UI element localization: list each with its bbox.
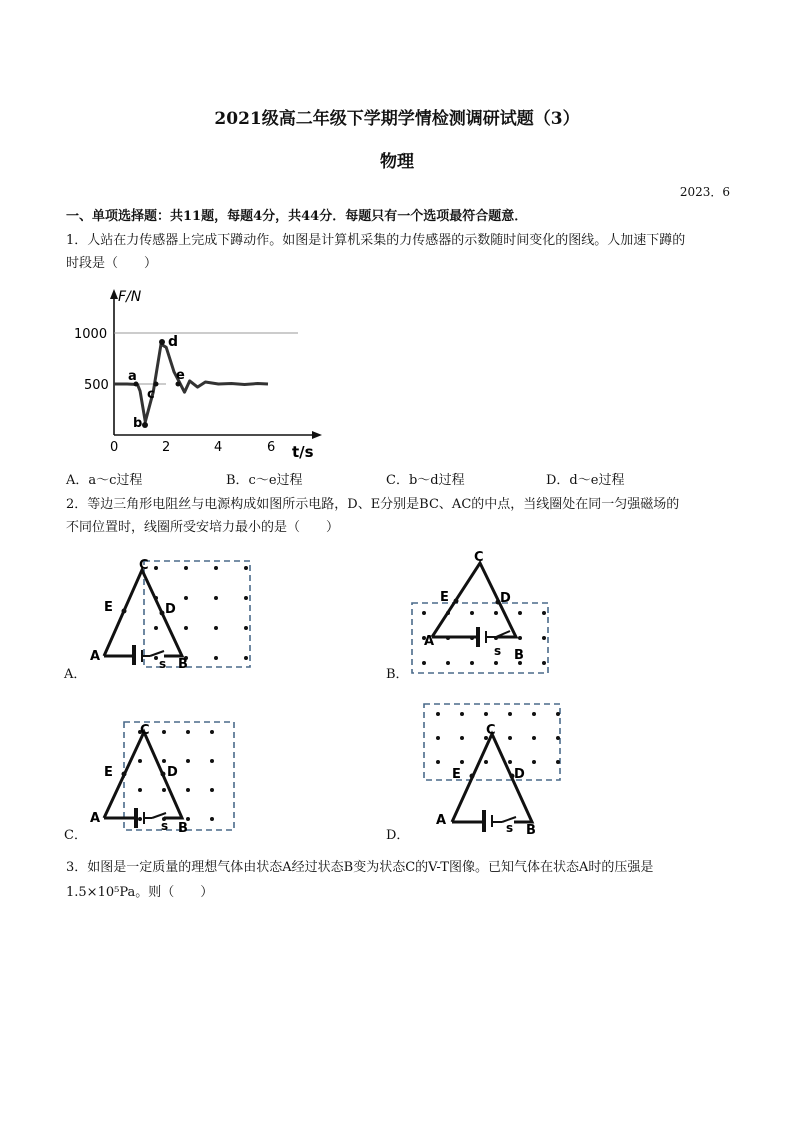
label-a: a bbox=[128, 369, 137, 384]
q2-figure-d bbox=[420, 698, 570, 838]
field-dot bbox=[244, 626, 248, 630]
field-dot bbox=[214, 656, 218, 660]
y-axis-arrow bbox=[110, 289, 118, 299]
vertex-a: A bbox=[90, 811, 101, 826]
field-dot bbox=[532, 736, 536, 740]
q2-option-a[interactable]: A． bbox=[64, 667, 87, 682]
field-dot bbox=[556, 760, 560, 764]
q1-option-c[interactable]: C．b～d过程 bbox=[386, 473, 465, 488]
vertex-c: C bbox=[139, 558, 149, 573]
label-d: D bbox=[500, 591, 511, 606]
field-dot bbox=[508, 760, 512, 764]
point-b bbox=[142, 422, 148, 428]
field-dot bbox=[210, 730, 214, 734]
field-dot bbox=[154, 566, 158, 570]
question-2-line-2: 不同位置时，线圈所受安培力最小的是（ ） bbox=[66, 520, 340, 535]
question-3-line-2: 1.5×10⁵Pa。则（ ） bbox=[66, 885, 214, 900]
q2-figure-c bbox=[84, 716, 244, 834]
field-dot bbox=[162, 730, 166, 734]
field-dot bbox=[422, 611, 426, 615]
field-dot bbox=[184, 596, 188, 600]
field-dot bbox=[422, 661, 426, 665]
field-dot bbox=[556, 736, 560, 740]
switch-label: s bbox=[506, 821, 514, 835]
vertex-c: C bbox=[140, 723, 150, 738]
exam-date: 2023．6 bbox=[679, 185, 730, 199]
y-tick-1000: 1000 bbox=[74, 327, 108, 342]
label-d: D bbox=[165, 602, 176, 617]
x-tick-0: 0 bbox=[110, 440, 119, 455]
field-dot bbox=[518, 611, 522, 615]
switch-label: s bbox=[159, 657, 167, 671]
field-dot bbox=[138, 759, 142, 763]
section-heading: 一、单项选择题：共11题，每题4分，共44分．每题只有一个选项最符合题意． bbox=[66, 209, 528, 224]
force-time-graph bbox=[66, 285, 336, 461]
y-axis-label: F/N bbox=[118, 289, 142, 305]
vertex-b: B bbox=[526, 823, 536, 838]
field-dot bbox=[460, 760, 464, 764]
field-dot bbox=[244, 566, 248, 570]
x-tick-2: 2 bbox=[162, 440, 171, 455]
field-dot bbox=[214, 596, 218, 600]
field-dot bbox=[186, 788, 190, 792]
field-dot bbox=[186, 759, 190, 763]
point-d bbox=[160, 611, 165, 616]
label-e: E bbox=[440, 590, 449, 605]
field-dot bbox=[470, 661, 474, 665]
vertex-b: B bbox=[514, 648, 524, 663]
field-dot bbox=[484, 712, 488, 716]
field-dot bbox=[184, 566, 188, 570]
field-dot bbox=[460, 712, 464, 716]
question-3-line-1: 3．如图是一定质量的理想气体由状态A经过状态B变为状态C的V-T图像。已知气体在状态A时的压强是 bbox=[66, 860, 654, 875]
point-d bbox=[161, 772, 166, 777]
field-dot bbox=[244, 596, 248, 600]
q1-option-b[interactable]: B．c～e过程 bbox=[226, 473, 303, 488]
y-tick-500: 500 bbox=[84, 378, 109, 393]
field-dot bbox=[470, 611, 474, 615]
q1-option-d[interactable]: D．d～e过程 bbox=[546, 473, 625, 488]
vertex-b: B bbox=[178, 657, 188, 672]
field-dot bbox=[210, 817, 214, 821]
label-e: E bbox=[452, 767, 461, 782]
switch-label: s bbox=[494, 644, 502, 658]
field-dots bbox=[436, 712, 560, 764]
field-dot bbox=[138, 788, 142, 792]
x-axis-label: t/s bbox=[292, 443, 314, 461]
label-c: c bbox=[147, 387, 155, 402]
field-dot bbox=[436, 760, 440, 764]
q2-figure-b bbox=[408, 545, 563, 675]
x-tick-6: 6 bbox=[267, 440, 276, 455]
field-dot bbox=[244, 656, 248, 660]
label-d: D bbox=[167, 765, 178, 780]
q1-option-a[interactable]: A．a～c过程 bbox=[66, 473, 143, 488]
vertex-a: A bbox=[424, 634, 435, 649]
exam-title: 2021级高二年级下学期学情检测调研试题（3） bbox=[214, 109, 580, 129]
subject-title: 物理 bbox=[380, 152, 414, 172]
label-e: E bbox=[104, 765, 113, 780]
label-e: e bbox=[176, 368, 185, 383]
point-e bbox=[454, 599, 459, 604]
vertex-c: C bbox=[474, 550, 484, 565]
field-dot bbox=[542, 661, 546, 665]
question-1-line-2: 时段是（ ） bbox=[66, 256, 158, 271]
field-dot bbox=[508, 712, 512, 716]
x-axis-arrow bbox=[312, 431, 322, 439]
switch-label: s bbox=[161, 819, 169, 833]
x-tick-4: 4 bbox=[214, 440, 223, 455]
field-dot bbox=[532, 760, 536, 764]
question-1-line-1: 1．人站在力传感器上完成下蹲动作。如图是计算机采集的力传感器的示数随时间变化的图线。人加速下蹲的 bbox=[66, 233, 686, 248]
field-dot bbox=[162, 759, 166, 763]
q2-option-d[interactable]: D． bbox=[386, 828, 410, 843]
label-b: b bbox=[133, 416, 143, 431]
field-dot bbox=[532, 712, 536, 716]
field-dot bbox=[214, 566, 218, 570]
field-dot bbox=[484, 760, 488, 764]
q2-option-c[interactable]: C． bbox=[64, 828, 87, 843]
vertex-b: B bbox=[178, 821, 188, 836]
point-d bbox=[159, 339, 165, 345]
field-dot bbox=[460, 736, 464, 740]
field-dot bbox=[556, 712, 560, 716]
field-dot bbox=[184, 626, 188, 630]
point-e bbox=[122, 609, 127, 614]
field-dot bbox=[210, 759, 214, 763]
field-dot bbox=[518, 636, 522, 640]
question-2-line-1: 2．等边三角形电阻丝与电源构成如图所示电路，D、E分别是BC、AC的中点，当线圈处在同一匀强磁场的 bbox=[66, 497, 680, 512]
field-dot bbox=[446, 661, 450, 665]
field-dot bbox=[210, 788, 214, 792]
field-dot bbox=[214, 626, 218, 630]
field-dot bbox=[508, 736, 512, 740]
vertex-a: A bbox=[436, 813, 447, 828]
field-dot bbox=[494, 611, 498, 615]
label-d: D bbox=[514, 767, 525, 782]
vertex-c: C bbox=[486, 723, 496, 738]
switch-lever bbox=[150, 651, 164, 656]
field-dot bbox=[138, 817, 142, 821]
q2-figure-a bbox=[84, 553, 264, 678]
field-dot bbox=[436, 736, 440, 740]
label-d: d bbox=[168, 334, 179, 350]
field-dot bbox=[436, 712, 440, 716]
label-e: E bbox=[104, 600, 113, 615]
field-dot bbox=[542, 611, 546, 615]
vertex-a: A bbox=[90, 649, 101, 664]
q2-option-b[interactable]: B． bbox=[386, 667, 409, 682]
field-dot bbox=[154, 626, 158, 630]
magnetic-field-region bbox=[424, 704, 560, 780]
field-dot bbox=[494, 661, 498, 665]
field-dot bbox=[186, 730, 190, 734]
field-dot bbox=[542, 636, 546, 640]
field-dot bbox=[154, 656, 158, 660]
point-c bbox=[154, 382, 159, 387]
field-dot bbox=[162, 788, 166, 792]
point-e bbox=[122, 772, 127, 777]
point-e bbox=[470, 774, 475, 779]
